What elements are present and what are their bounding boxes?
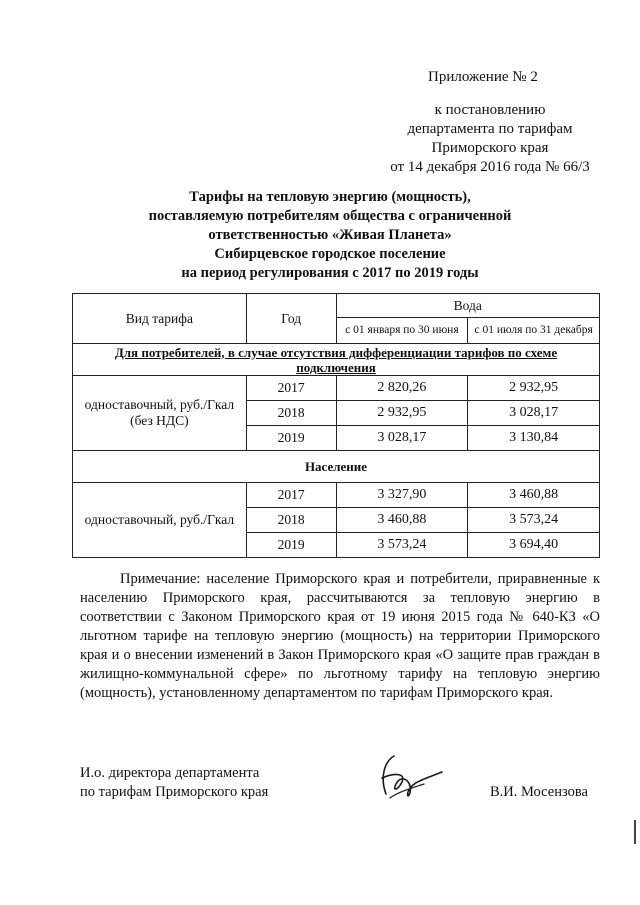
section-title bbox=[73, 344, 600, 376]
title-line: Тарифы на тепловую энергию (мощность), bbox=[189, 189, 471, 205]
table-row bbox=[73, 376, 600, 401]
value-cell: 3 460,88 bbox=[468, 483, 600, 508]
title-line: ответственностью «Живая Планета» bbox=[208, 227, 452, 243]
value-cell: 3 028,17 bbox=[336, 426, 468, 451]
scan-edge-mark bbox=[634, 820, 636, 844]
tariff-label: одноставочный, руб./Гкал bbox=[73, 483, 247, 558]
value-cell: 3 028,17 bbox=[468, 401, 600, 426]
value-cell: 2 820,26 bbox=[336, 376, 468, 401]
tariff-label: одноставочный, руб./Гкал (без НДС) bbox=[73, 376, 247, 451]
value-cell: 3 327,90 bbox=[336, 483, 468, 508]
appendix-line: департамента по тарифам bbox=[407, 121, 573, 137]
title-line: на период регулирования с 2017 по 2019 годы bbox=[181, 265, 479, 281]
signatory-position bbox=[80, 764, 340, 802]
section-title: Население bbox=[73, 451, 600, 483]
appendix-block bbox=[380, 68, 600, 177]
header-water: Вода bbox=[336, 294, 599, 318]
signatory-name: В.И. Мосензова bbox=[490, 784, 588, 800]
handwritten-signature bbox=[372, 748, 444, 804]
title-line: Сибирцевское городское поселение bbox=[214, 246, 446, 262]
value-cell: 2 932,95 bbox=[468, 376, 600, 401]
value-cell: 3 460,88 bbox=[336, 508, 468, 533]
value-cell: 3 573,24 bbox=[336, 533, 468, 558]
appendix-line: от 14 декабря 2016 года № 66/3 bbox=[390, 159, 590, 175]
document-title bbox=[70, 188, 590, 283]
appendix-line: к постановлению bbox=[434, 102, 546, 118]
value-cell: 3 130,84 bbox=[468, 426, 600, 451]
header-period-1: с 01 января по 30 июня bbox=[336, 318, 468, 344]
position-line: по тарифам Приморского края bbox=[80, 784, 269, 800]
header-tariff-type: Вид тарифа bbox=[73, 294, 247, 344]
value-cell: 3 694,40 bbox=[468, 533, 600, 558]
position-line: И.о. директора департамента bbox=[80, 765, 260, 781]
year-cell: 2018 bbox=[246, 508, 336, 533]
value-cell: 2 932,95 bbox=[336, 401, 468, 426]
header-period-2: с 01 июля по 31 декабря bbox=[468, 318, 600, 344]
table-row bbox=[73, 483, 600, 508]
year-cell: 2017 bbox=[246, 376, 336, 401]
year-cell: 2019 bbox=[246, 426, 336, 451]
section-title-text: Для потребителей, в случае отсутствия дифференциации тарифов по схеме подключения bbox=[114, 344, 558, 375]
appendix-line: Приморского края bbox=[431, 140, 549, 156]
header-year: Год bbox=[246, 294, 336, 344]
tariff-table bbox=[72, 293, 600, 558]
year-cell: 2017 bbox=[246, 483, 336, 508]
note-paragraph: Примечание: население Приморского края и потребители, приравненные к населению Приморского края, рассчитываются за тепловую энергию в соответствии с Законом Приморского края от 19 июня 2015 года № 640-КЗ «О льготном тарифе на тепловую энергию (мощность) на территории Приморского края и о внесении изменений в Закон Приморского края «О защите прав граждан в жилищно-коммунальной сфере» по льготному тарифу на тепловую энергию (мощность), установленному департаментом по тарифам Приморского края. bbox=[80, 571, 600, 701]
title-line: поставляемую потребителям общества с ограниченной bbox=[148, 208, 512, 224]
value-cell: 3 573,24 bbox=[468, 508, 600, 533]
appendix-number: Приложение № 2 bbox=[428, 69, 538, 85]
year-cell: 2018 bbox=[246, 401, 336, 426]
year-cell: 2019 bbox=[246, 533, 336, 558]
